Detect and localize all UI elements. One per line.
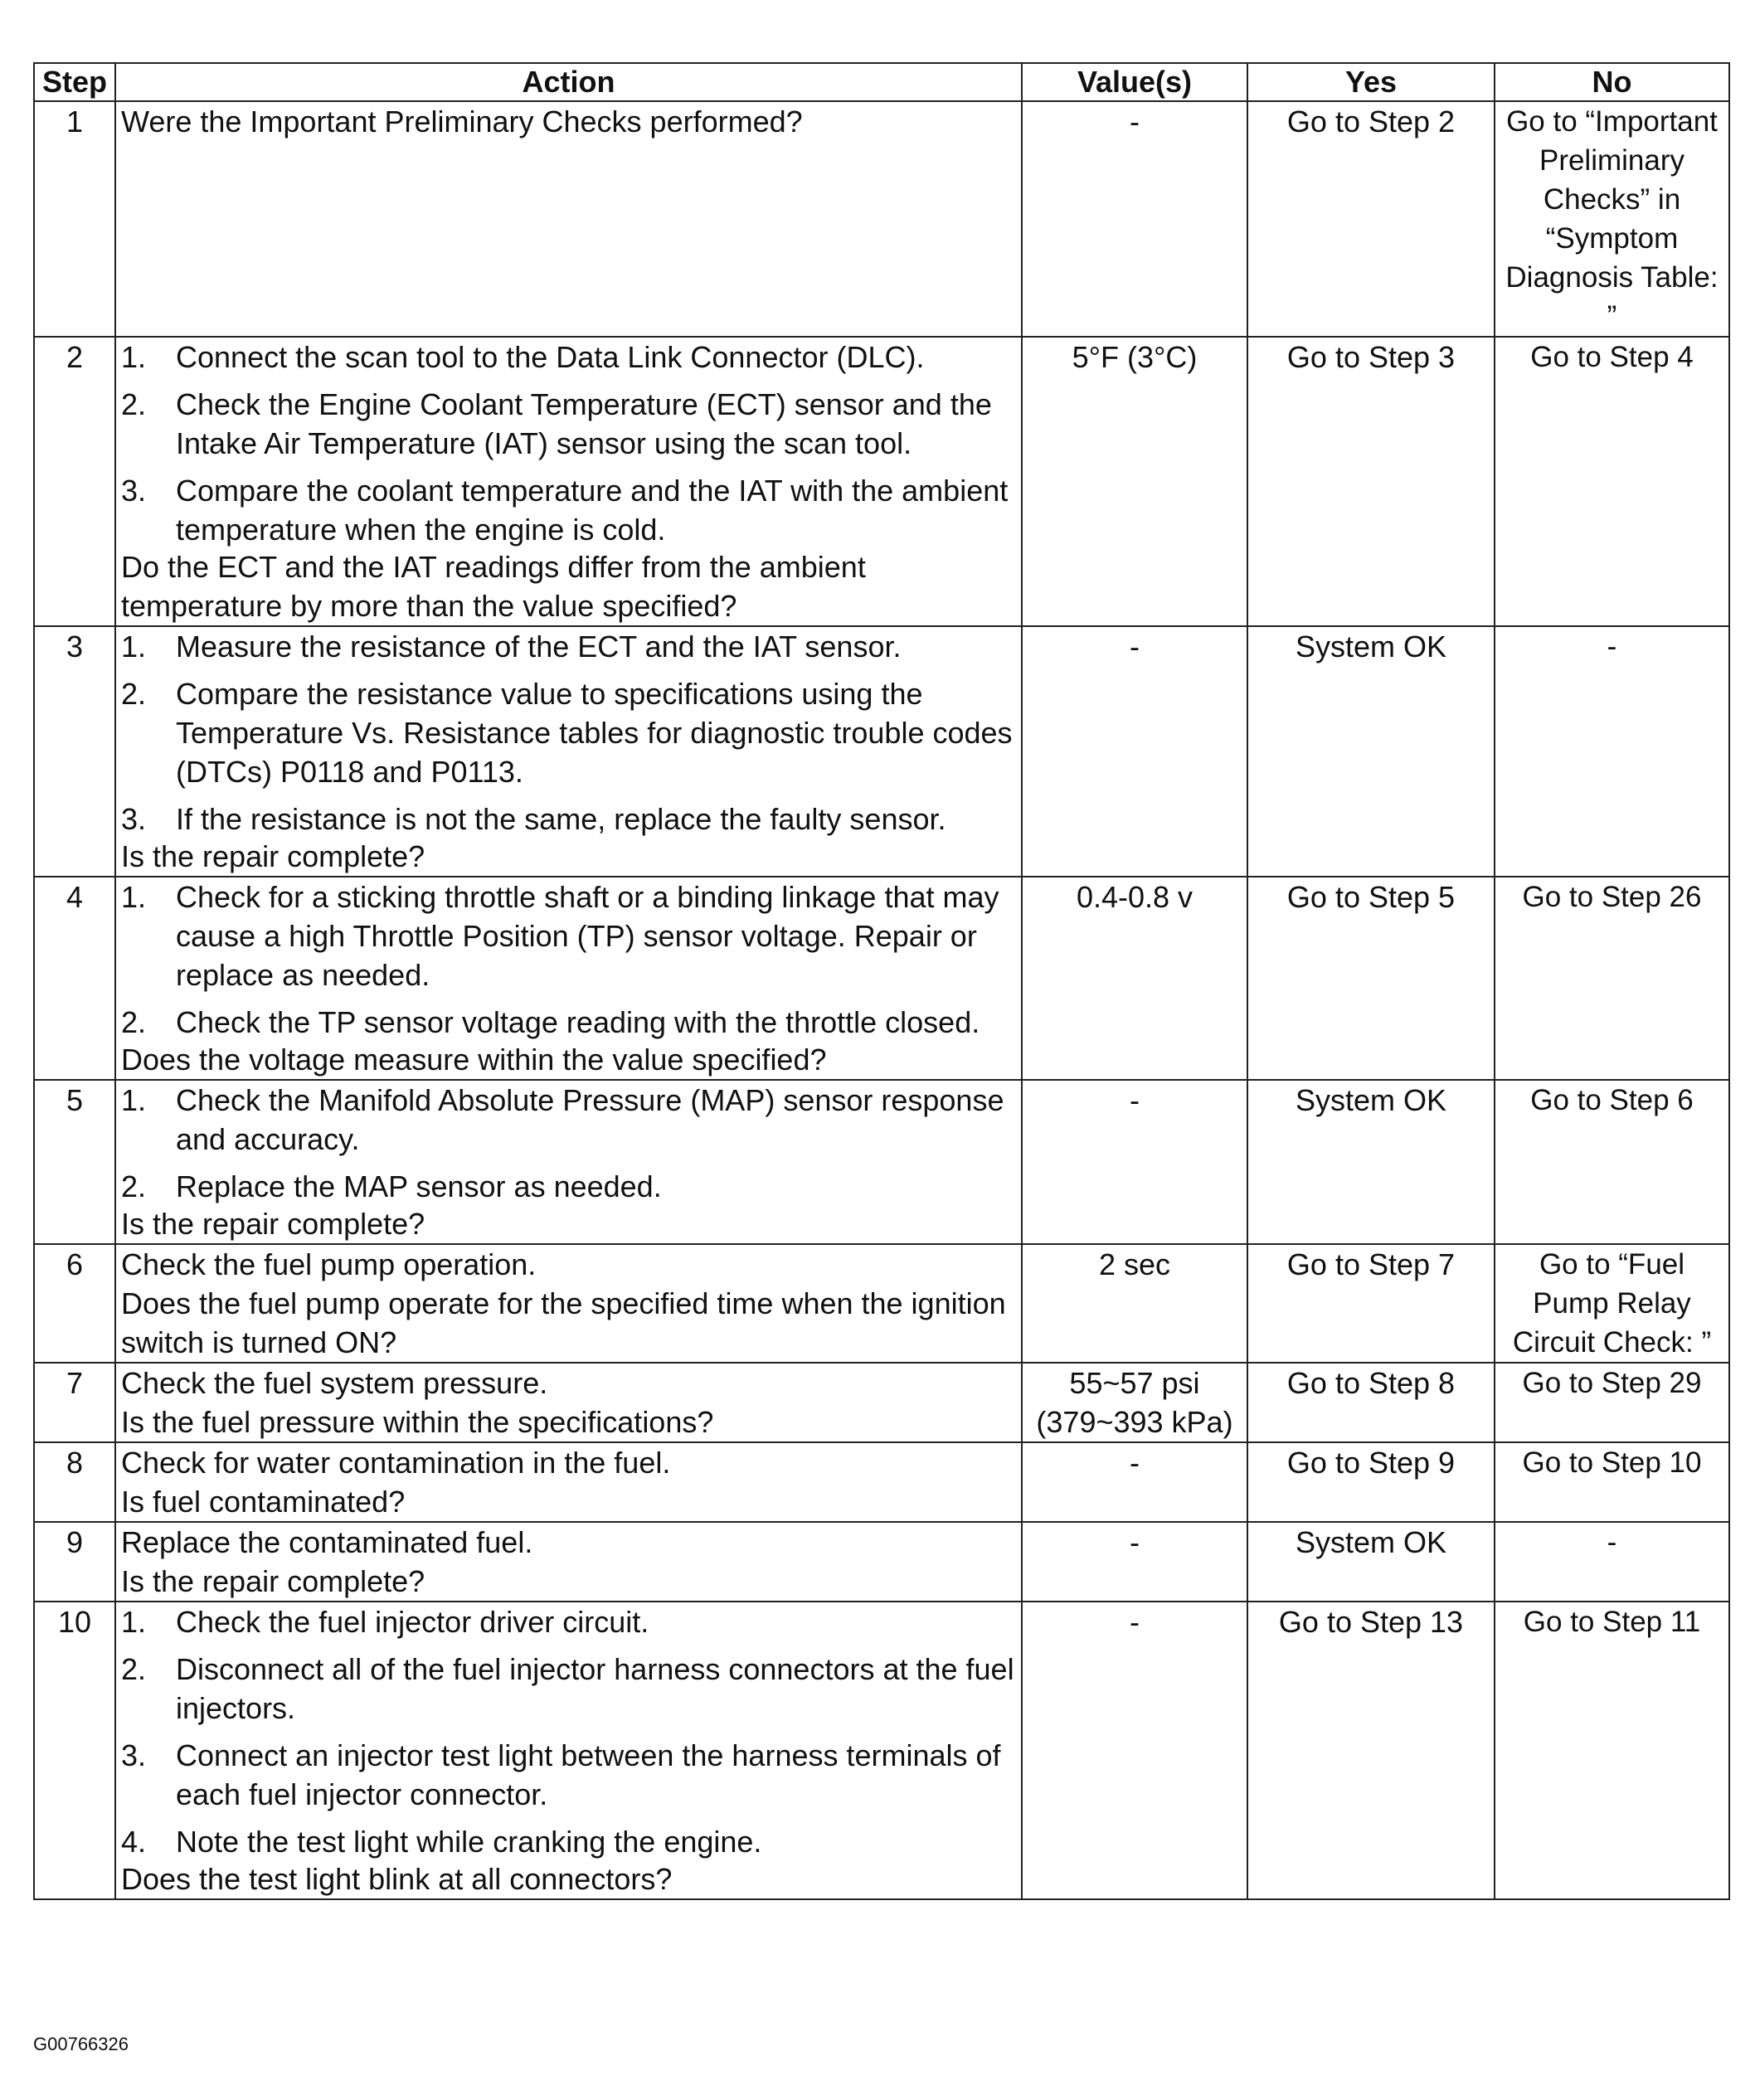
action-step-number: 3. [121,474,147,508]
action-step-list [121,1602,1016,1861]
action-cell [115,1522,1022,1602]
value-cell: - [1022,626,1247,877]
action-step-text: Check the Manifold Absolute Pressure (MAP) sensor response and accuracy. [176,1083,1004,1156]
table-row [34,1522,1729,1602]
no-cell: Go to “Important Preliminary Checks” in “Symptom Diagnosis Table: ” [1495,101,1729,337]
action-step-text: Measure the resistance of the ECT and the IAT sensor. [176,630,902,664]
action-step-number: 2. [121,677,147,711]
table-row [34,1442,1729,1522]
action-step-list [121,1081,1016,1206]
header-no: No [1495,63,1729,101]
table-row [34,877,1729,1080]
action-question: Does the voltage measure within the value specified? [121,1043,827,1077]
action-step-item [121,471,1016,549]
step-number: 7 [34,1363,115,1442]
action-step-text: Check the TP sensor voltage reading with the throttle closed. [176,1005,980,1039]
action-step-item [121,385,1016,463]
action-step-number: 2. [121,1005,147,1039]
yes-cell: Go to Step 13 [1247,1602,1495,1899]
action-step-item [121,1167,1016,1206]
table-row [34,626,1729,877]
action-step-item [121,1081,1016,1159]
header-step: Step [34,63,115,101]
action-step-number: 1. [121,1605,147,1639]
action-step-number: 4. [121,1825,147,1859]
action-step-text: Connect the scan tool to the Data Link Connector (DLC). [176,340,925,374]
step-number: 4 [34,877,115,1080]
value-cell: 2 sec [1022,1244,1247,1363]
action-step-number: 3. [121,1738,147,1772]
action-step-item [121,1736,1016,1814]
action-question: Check for water contamination in the fuel. Is fuel contaminated? [121,1446,671,1519]
action-question: Does the test light blink at all connectors? [121,1862,673,1896]
table-row [34,1602,1729,1899]
action-step-number: 1. [121,340,147,374]
value-cell: - [1022,1602,1247,1899]
table-row [34,337,1729,626]
action-step-list [121,627,1016,839]
table-row [34,101,1729,337]
action-step-item [121,338,1016,377]
step-number: 2 [34,337,115,626]
action-step-number: 1. [121,630,147,664]
value-cell: 0.4-0.8 v [1022,877,1247,1080]
yes-cell: Go to Step 3 [1247,337,1495,626]
action-step-number: 1. [121,880,147,914]
action-cell [115,1080,1022,1244]
action-cell [115,337,1022,626]
action-step-text: Connect an injector test light between the harness terminals of each fuel injector connector. [176,1738,1001,1811]
no-cell: - [1495,1522,1729,1602]
value-cell: - [1022,1080,1247,1244]
figure-code: G00766326 [33,2034,129,2054]
action-question: Is the repair complete? [121,839,425,873]
value-cell: 5°F (3°C) [1022,337,1247,626]
yes-cell: System OK [1247,1522,1495,1602]
action-step-item [121,1003,1016,1042]
table-row [34,1244,1729,1363]
table-row [34,1080,1729,1244]
header-yes: Yes [1247,63,1495,101]
step-number: 1 [34,101,115,337]
action-cell [115,1602,1022,1899]
no-cell: Go to Step 29 [1495,1363,1729,1442]
action-cell [115,877,1022,1080]
value-cell: - [1022,1522,1247,1602]
action-step-number: 2. [121,387,147,421]
value-cell: - [1022,101,1247,337]
yes-cell: System OK [1247,626,1495,877]
action-cell [115,1442,1022,1522]
action-step-list [121,877,1016,1042]
yes-cell: Go to Step 7 [1247,1244,1495,1363]
step-number: 9 [34,1522,115,1602]
header-row [34,63,1729,101]
no-cell: Go to Step 10 [1495,1442,1729,1522]
no-cell: Go to Step 4 [1495,337,1729,626]
action-question: Were the Important Preliminary Checks performed? [121,105,803,139]
action-cell [115,626,1022,877]
table-row [34,1363,1729,1442]
value-cell: - [1022,1442,1247,1522]
action-step-item [121,877,1016,994]
action-cell [115,1244,1022,1363]
step-number: 10 [34,1602,115,1899]
no-cell: Go to “Fuel Pump Relay Circuit Check: ” [1495,1244,1729,1363]
no-cell: Go to Step 11 [1495,1602,1729,1899]
yes-cell: Go to Step 8 [1247,1363,1495,1442]
action-question: Replace the contaminated fuel. Is the repair complete? [121,1525,533,1598]
value-cell: 55~57 psi (379~393 kPa) [1022,1363,1247,1442]
no-cell: - [1495,626,1729,877]
action-question: Check the fuel system pressure. Is the fuel pressure within the specifications? [121,1366,714,1439]
action-step-number: 2. [121,1169,147,1203]
yes-cell: Go to Step 9 [1247,1442,1495,1522]
no-cell: Go to Step 6 [1495,1080,1729,1244]
action-step-text: Check the fuel injector driver circuit. [176,1605,649,1639]
step-number: 5 [34,1080,115,1244]
yes-cell: System OK [1247,1080,1495,1244]
action-step-item [121,1822,1016,1861]
action-step-number: 3. [121,802,147,836]
action-step-text: Compare the coolant temperature and the IAT with the ambient temperature when the engine is cold. [176,474,1009,547]
action-step-text: Check for a sticking throttle shaft or a binding linkage that may cause a high Throttle Position (TP) sensor voltage. Repair or replace as needed. [176,880,999,992]
action-step-number: 1. [121,1083,147,1117]
action-step-text: Disconnect all of the fuel injector harness connectors at the fuel injectors. [176,1652,1014,1725]
action-step-text: Check the Engine Coolant Temperature (ECT) sensor and the Intake Air Temperature (IAT) sensor using the scan tool. [176,387,992,460]
header-values: Value(s) [1022,63,1247,101]
step-number: 6 [34,1244,115,1363]
action-cell [115,101,1022,337]
action-cell [115,1363,1022,1442]
table-body [34,101,1729,1899]
action-question: Do the ECT and the IAT readings differ from the ambient temperature by more than the value specified? [121,550,866,623]
action-step-item [121,800,1016,839]
header-action: Action [115,63,1022,101]
action-step-text: If the resistance is not the same, replace the faulty sensor. [176,802,946,836]
action-step-number: 2. [121,1652,147,1686]
step-number: 3 [34,626,115,877]
action-step-list [121,338,1016,549]
action-step-item [121,674,1016,791]
no-cell: Go to Step 26 [1495,877,1729,1080]
action-step-text: Compare the resistance value to specifications using the Temperature Vs. Resistance tables for diagnostic trouble codes (DTCs) P0118 and P0113. [176,677,1013,789]
action-step-item [121,627,1016,666]
step-number: 8 [34,1442,115,1522]
action-step-item [121,1602,1016,1641]
action-step-text: Note the test light while cranking the engine. [176,1825,762,1859]
yes-cell: Go to Step 5 [1247,877,1495,1080]
yes-cell: Go to Step 2 [1247,101,1495,337]
action-question: Is the repair complete? [121,1207,425,1241]
action-step-item [121,1650,1016,1728]
action-question: Check the fuel pump operation. Does the fuel pump operate for the specified time when the ignition switch is turned ON? [121,1247,1006,1359]
action-step-text: Replace the MAP sensor as needed. [176,1169,662,1203]
diagnostic-table [33,62,1730,1900]
